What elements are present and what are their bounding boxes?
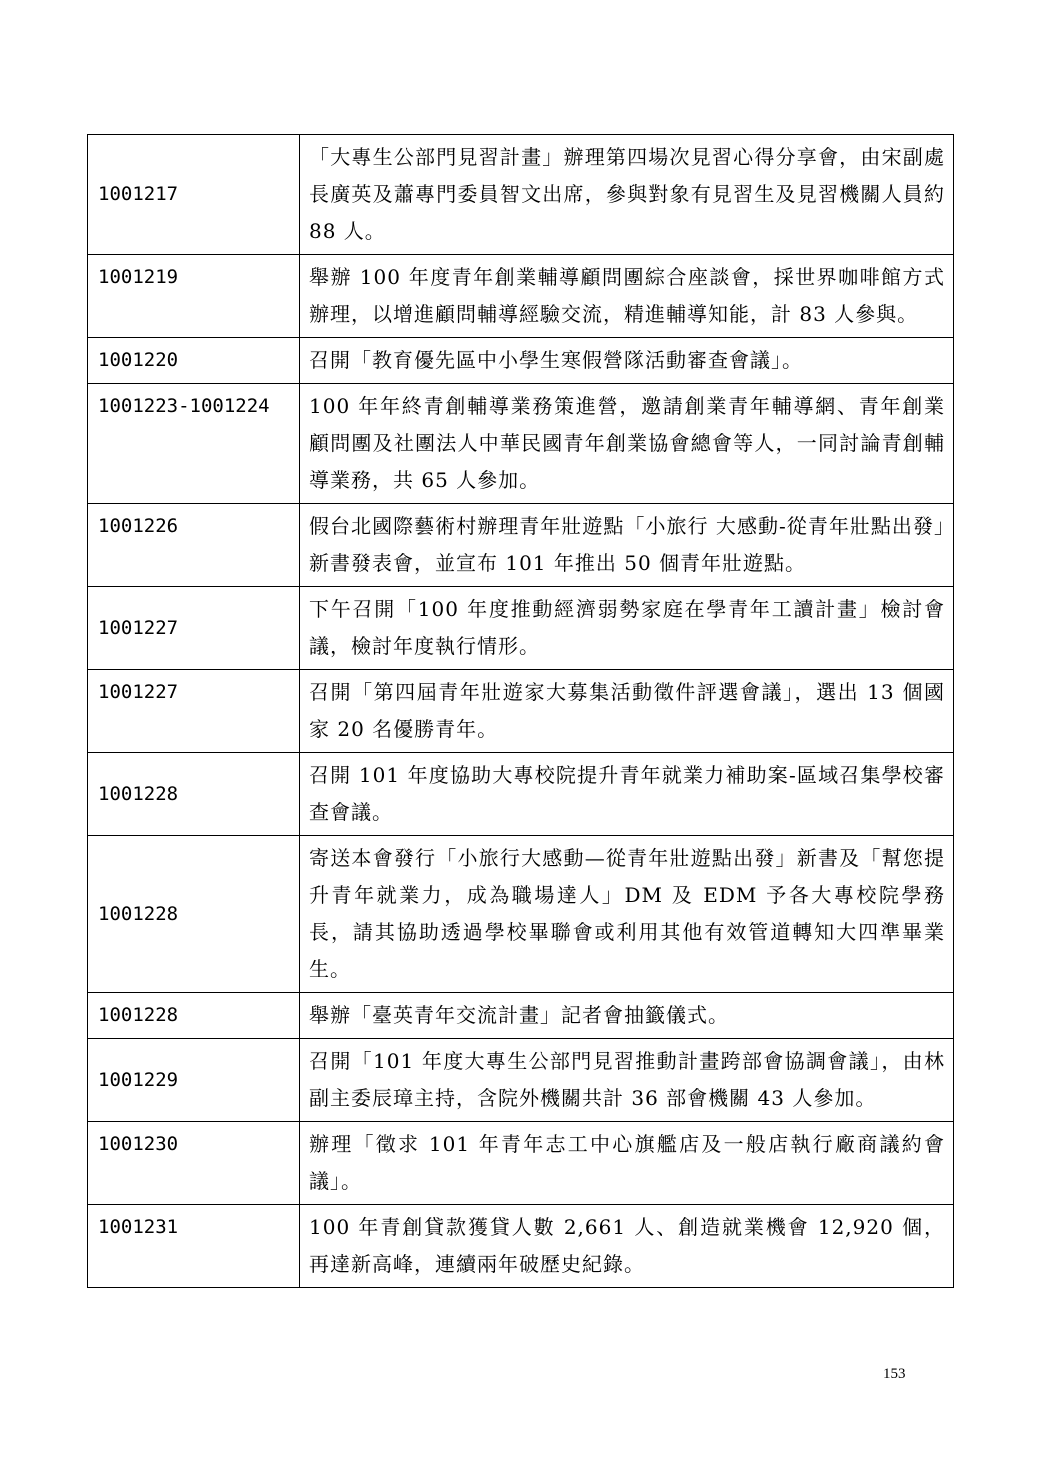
event-cell: 召開「101 年度大專生公部門見習推動計畫跨部會協調會議」，由林副主委辰璋主持，含院外機關共計 36 部會機關 43 人參加。: [300, 1039, 954, 1122]
table-row: [88, 135, 954, 255]
date-cell: 1001227: [88, 587, 300, 670]
date-cell: 1001220: [88, 338, 300, 384]
event-cell: 辦理「徵求 101 年青年志工中心旗艦店及一般店執行廠商議約會議」。: [300, 1122, 954, 1205]
table-row: [88, 338, 954, 384]
table-row: [88, 993, 954, 1039]
table-row: [88, 587, 954, 670]
table-row: [88, 670, 954, 753]
date-cell: 1001231: [88, 1205, 300, 1288]
event-cell: 舉辦 100 年度青年創業輔導顧問團綜合座談會，採世界咖啡館方式辦理，以增進顧問輔導經驗交流，精進輔導知能，計 83 人參與。: [300, 255, 954, 338]
table-row: [88, 1122, 954, 1205]
table-row: [88, 753, 954, 836]
date-cell: 1001229: [88, 1039, 300, 1122]
date-cell: 1001227: [88, 670, 300, 753]
date-cell: 1001228: [88, 836, 300, 993]
event-cell: 召開「教育優先區中小學生寒假營隊活動審查會議」。: [300, 338, 954, 384]
event-cell: 召開「第四屆青年壯遊家大募集活動徵件評選會議」，選出 13 個國家 20 名優勝青年。: [300, 670, 954, 753]
table-row: [88, 836, 954, 993]
event-cell: 「大專生公部門見習計畫」辦理第四場次見習心得分享會，由宋副處長廣英及蕭專門委員智文出席，參與對象有見習生及見習機關人員約 88 人。: [300, 135, 954, 255]
table-row: [88, 504, 954, 587]
table-row: [88, 1205, 954, 1288]
page-number: 153: [883, 1366, 906, 1382]
date-cell: 1001219: [88, 255, 300, 338]
date-cell: 1001230: [88, 1122, 300, 1205]
activity-record-table: [87, 134, 954, 1288]
date-cell: 1001228: [88, 753, 300, 836]
table-body: [88, 135, 954, 1288]
date-cell: 1001223-1001224: [88, 384, 300, 504]
date-cell: 1001226: [88, 504, 300, 587]
event-cell: 寄送本會發行「小旅行大感動—從青年壯遊點出發」新書及「幫您提升青年就業力，成為職場達人」DM 及 EDM 予各大專校院學務長，請其協助透過學校畢聯會或利用其他有效管道轉知大四準畢業生。: [300, 836, 954, 993]
event-cell: 100 年青創貸款獲貸人數 2,661 人、創造就業機會 12,920 個，再達新高峰，連續兩年破歷史紀錄。: [300, 1205, 954, 1288]
date-cell: 1001217: [88, 135, 300, 255]
event-cell: 假台北國際藝術村辦理青年壯遊點「小旅行 大感動-從青年壯點出發」新書發表會，並宣布 101 年推出 50 個青年壯遊點。: [300, 504, 954, 587]
event-cell: 召開 101 年度協助大專校院提升青年就業力補助案-區域召集學校審查會議。: [300, 753, 954, 836]
table-row: [88, 255, 954, 338]
table-row: [88, 384, 954, 504]
table-row: [88, 1039, 954, 1122]
date-cell: 1001228: [88, 993, 300, 1039]
event-cell: 舉辦「臺英青年交流計畫」記者會抽籤儀式。: [300, 993, 954, 1039]
event-cell: 下午召開「100 年度推動經濟弱勢家庭在學青年工讀計畫」檢討會議，檢討年度執行情形。: [300, 587, 954, 670]
event-cell: 100 年年終青創輔導業務策進營，邀請創業青年輔導網、青年創業顧問團及社團法人中華民國青年創業協會總會等人，一同討論青創輔導業務，共 65 人參加。: [300, 384, 954, 504]
